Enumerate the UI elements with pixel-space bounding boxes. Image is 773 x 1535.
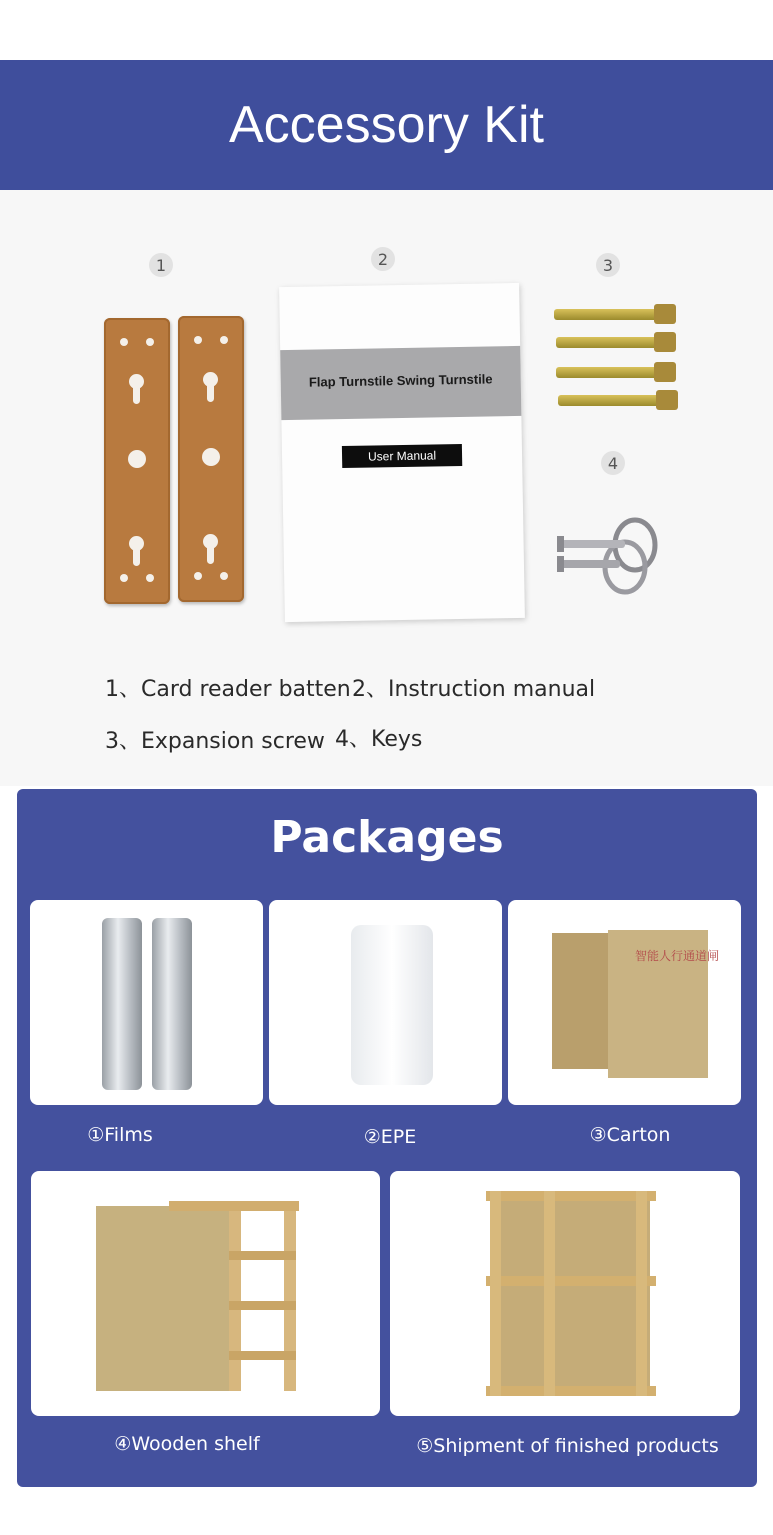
card-reader-batten-image [178,316,244,602]
keys-image [555,505,665,615]
badge-4: 4 [601,451,625,475]
badge-1: 1 [149,253,173,277]
carton-print: 智能人行通道闸 [635,949,720,963]
caption-expansion-screw: 3、Expansion screw [105,729,325,754]
card-reader-batten-image [104,318,170,604]
caption-card-reader-batten: 1、Card reader batten [105,677,351,702]
manual-tag: User Manual [342,444,462,468]
label-epe: ②EPE [363,1126,417,1148]
wooden-frame-image [169,1196,309,1396]
expansion-screw-image [550,295,690,415]
package-card-shipment [390,1171,740,1416]
badge-2: 2 [371,247,395,271]
label-shipment: ⑤Shipment of finished products [416,1435,719,1457]
wooden-crate-image [486,1191,656,1401]
manual-title: Flap Turnstile Swing Turnstile [308,371,493,390]
page-title: Accessory Kit [229,96,544,154]
epe-roll-image [351,925,433,1085]
caption-instruction-manual: 2、Instruction manual [352,677,596,702]
package-card-epe [269,900,502,1105]
label-carton: ③Carton [589,1124,671,1146]
badge-3: 3 [596,253,620,277]
caption-keys: 4、Keys [335,727,423,752]
packages-title: Packages [270,812,504,863]
film-roll-image [152,918,192,1090]
package-card-wooden-shelf [31,1171,380,1416]
header-banner [0,60,773,190]
package-card-films [30,900,263,1105]
label-films: ①Films [87,1124,153,1146]
package-card-carton [508,900,741,1105]
film-roll-image [102,918,142,1090]
label-wooden-shelf: ④Wooden shelf [114,1433,260,1455]
user-manual-image [279,283,525,622]
carton-side [552,933,610,1069]
